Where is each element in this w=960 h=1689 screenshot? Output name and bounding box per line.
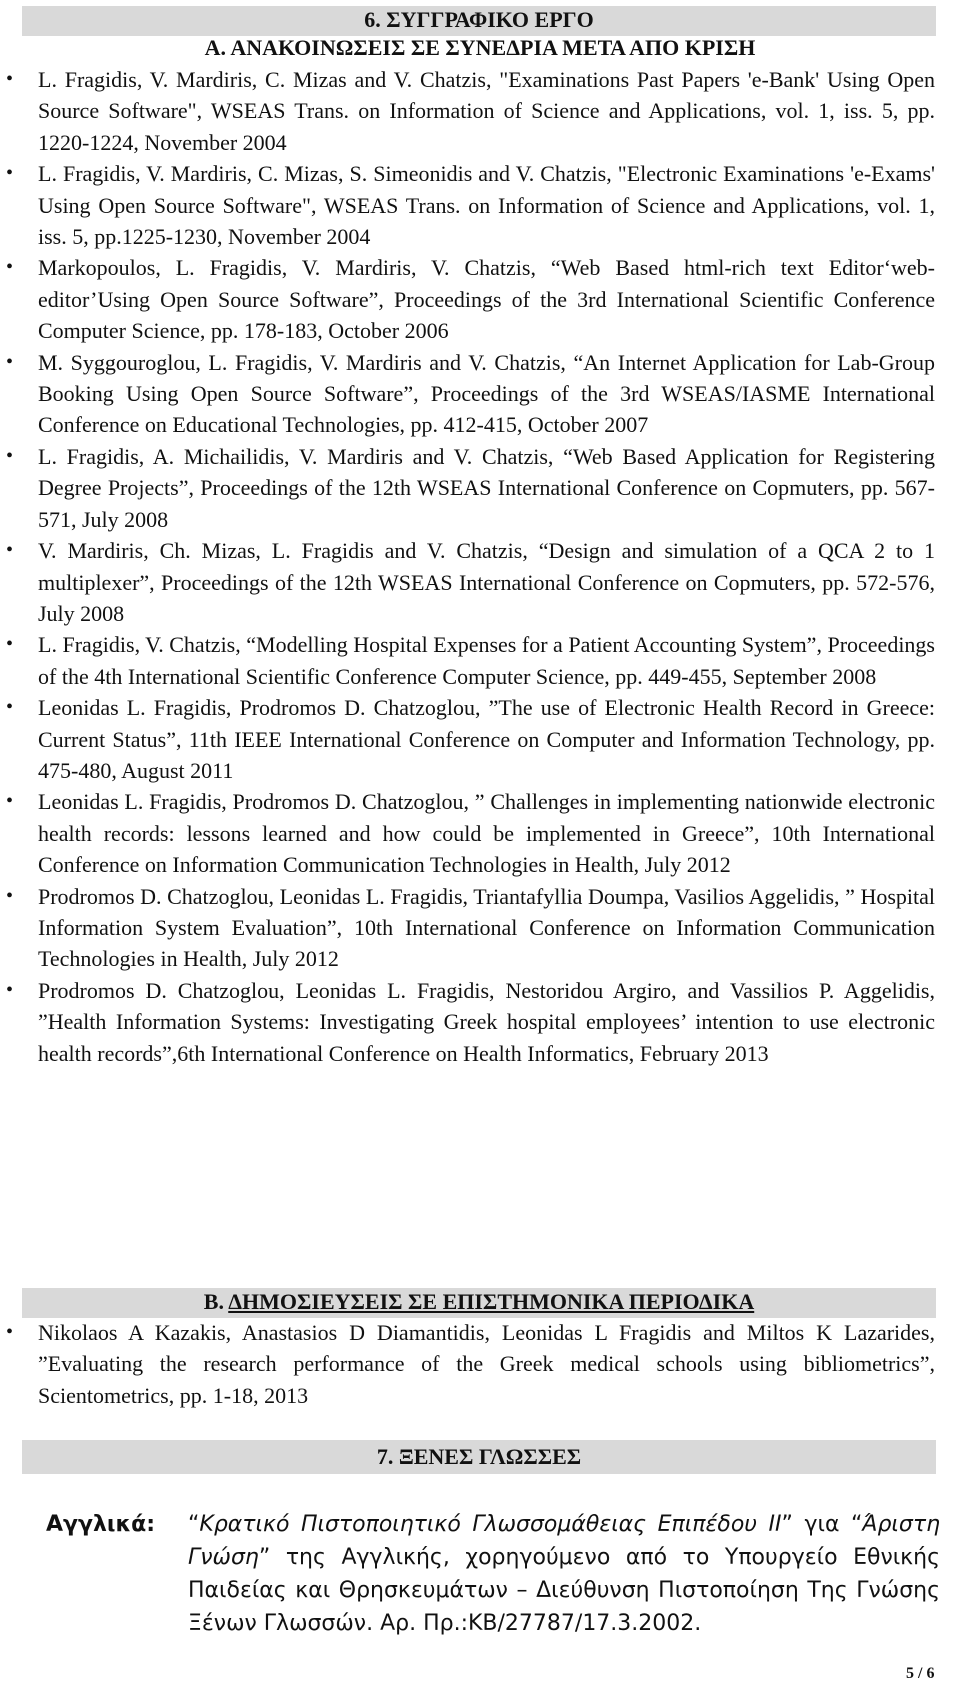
page-number: 5 / 6 xyxy=(906,1665,935,1682)
bullet-icon: • xyxy=(6,350,14,373)
publication-text: L. Fragidis, V. Mardiris, C. Mizas, S. Simeonidis and V. Chatzis, "Electronic Examinations 'e-Exams' Using Open Source Software", WSEAS Trans. on Information of Science and Applications, vol. 1, iss. 5, pp.1225-1230, November 2004 xyxy=(38,161,935,250)
list-item xyxy=(0,347,960,441)
bullet-icon: • xyxy=(6,256,14,279)
publication-text: Nikolaos A Kazakis, Anastasios D Diamantidis, Leonidas L Fragidis and Miltos K Lazarides, ”Evaluating the research performance of the Greek medical schools using bibliometrics”, Scientometrics, pp. 1-18, 2013 xyxy=(38,1320,935,1408)
quote-open-mark: “ xyxy=(851,1512,863,1537)
journal-papers-list xyxy=(0,1317,960,1411)
section-heading-foreign-languages-text: 7. ΞΕΝΕΣ ΓΛΩΣΣΕΣ xyxy=(376,1444,582,1469)
bullet-icon: • xyxy=(6,68,14,90)
language-text-details: της Αγγλικής, χορηγούμενο από το Υπουργείο Εθνικής Παιδείας και Θρησκευμάτων – Διεύθυνση Πιστοποίηση Της Γνώσης Ξένων Γλωσσών. Αρ. Πρ.:ΚΒ/27787/17.3.2002. xyxy=(188,1545,940,1636)
section-heading-authorship-text: 6. ΣΥΓΓΡΑΦΙΚΟ ΕΡΓΟ xyxy=(364,7,594,32)
list-item xyxy=(0,881,960,975)
publication-text: Leonidas L. Fragidis, Prodromos D. Chatzoglou, ”The use of Electronic Health Record in Greece: Current Status”, 11th IEEE International Conference on Computer and Information Technology, pp. 475-480, August 2011 xyxy=(38,695,935,783)
list-item xyxy=(0,692,960,786)
publication-text: Prodromos D. Chatzoglou, Leonidas L. Fragidis, Triantafyllia Doumpa, Vasilios Aggelidis, ” Hospital Information System Evaluation”, 10th International Conference on Information Communication Technologies in Health, July 2012 xyxy=(38,883,935,972)
section-heading-authorship xyxy=(22,6,936,36)
publication-text: L. Fragidis, A. Michailidis, V. Mardiris and V. Chatzis, “Web Based Application for Registering Degree Projects”, Proceedings of the 12th WSEAS International Conference on Copmuters, pp. 567-571, July 2008 xyxy=(38,443,935,532)
quote-close-mark: ” xyxy=(258,1545,271,1570)
list-item xyxy=(0,629,960,692)
publication-text: Prodromos D. Chatzoglou, Leonidas L. Fragidis, Nestoridou Argiro, and Vassilios P. Aggelidis, ”Health Information Systems: Investigating Greek hospital employees’ intention to use electronic health records”,6th International Conference on Health Informatics, February 2013 xyxy=(38,977,935,1066)
bullet-icon: • xyxy=(6,978,14,1001)
bullet-icon: • xyxy=(6,1321,14,1343)
publication-text: Leonidas L. Fragidis, Prodromos D. Chatzoglou, ” Challenges in implementing nationwide electronic health records: lessons learned and how could be implemented in Greece”, 10th International Conference on Information Communication Technologies in Health, July 2012 xyxy=(38,789,935,878)
quote-close-mark: ” xyxy=(781,1512,793,1537)
list-item xyxy=(0,441,960,535)
bullet-icon: • xyxy=(6,539,14,562)
list-item xyxy=(0,1317,960,1411)
language-label: Αγγλικά: xyxy=(46,1512,156,1537)
conference-papers-list xyxy=(0,64,960,1069)
list-item xyxy=(0,64,960,158)
publication-text: L. Fragidis, V. Chatzis, “Modelling Hospital Expenses for a Patient Accounting System”, Proceedings of the 4th International Scientific Conference Computer Science, pp. 449-455, September 2008 xyxy=(38,632,935,689)
publication-text: M. Syggouroglou, L. Fragidis, V. Mardiris and V. Chatzis, “An Internet Application for Lab-Group Booking Using Open Source Software”, Proceedings of the 3rd WSEAS/IASME International Conference on Educational Technologies, pp. 412-415, October 2007 xyxy=(38,349,935,438)
language-description xyxy=(188,1508,940,1640)
bullet-icon: • xyxy=(6,696,14,719)
list-item xyxy=(0,975,960,1069)
publication-text: L. Fragidis, V. Mardiris, C. Mizas and V. Chatzis, "Examinations Past Papers 'e-Bank' Using Open Source Software", WSEAS Trans. on Information of Science and Applications, vol. 1, iss. 5, pp. 1220-1224, November 2004 xyxy=(38,67,935,155)
list-item xyxy=(0,252,960,346)
publication-text: V. Mardiris, Ch. Mizas, L. Fragidis and V. Chatzis, “Design and simulation of a QCA 2 to 1 multiplexer”, Proceedings of the 12th WSEAS International Conference on Copmuters, pp. 572-576, July 2008 xyxy=(38,538,935,626)
language-text-connector: για xyxy=(792,1512,852,1537)
bullet-icon: • xyxy=(6,633,14,656)
subsection-heading-journal-papers xyxy=(22,1288,936,1318)
list-item xyxy=(0,158,960,252)
certificate-name: Κρατικό Πιστοποιητικό Γλωσσομάθειας Επιπέδου ΙΙ xyxy=(199,1512,782,1537)
publication-text: Markopoulos, L. Fragidis, V. Mardiris, V. Chatzis, “Web Based html-rich text Editor‘web-editor’Using Open Source Software”, Proceedings of the 3rd International Scientific Conference Computer Science, pp. 178-183, October 2006 xyxy=(38,255,935,344)
list-item xyxy=(0,535,960,629)
bullet-icon: • xyxy=(6,884,14,907)
subsection-heading-conference-papers xyxy=(0,34,960,62)
list-item xyxy=(0,786,960,880)
subsection-heading-journal-papers-text: ΔΗΜΟΣΙΕΥΣΕΙΣ ΣΕ ΕΠΙΣΤΗΜΟΝΙΚΑ ΠΕΡΙΟΔΙΚΑ xyxy=(228,1289,755,1314)
bullet-icon: • xyxy=(6,790,14,813)
grade-text: Άριστη Γνώση xyxy=(188,1512,941,1570)
bullet-icon: • xyxy=(6,444,14,467)
subsection-heading-conference-papers-text: Α. ΑΝΑΚΟΙΝΩΣΕΙΣ ΣΕ ΣΥΝΕΔΡΙΑ ΜΕΤΑ ΑΠΟ ΚΡΙΣΗ xyxy=(204,35,756,60)
subsection-heading-journal-papers-prefix: Β. xyxy=(203,1289,229,1314)
section-heading-foreign-languages xyxy=(22,1440,936,1474)
bullet-icon: • xyxy=(6,162,14,185)
quote-open-mark: “ xyxy=(188,1512,200,1537)
